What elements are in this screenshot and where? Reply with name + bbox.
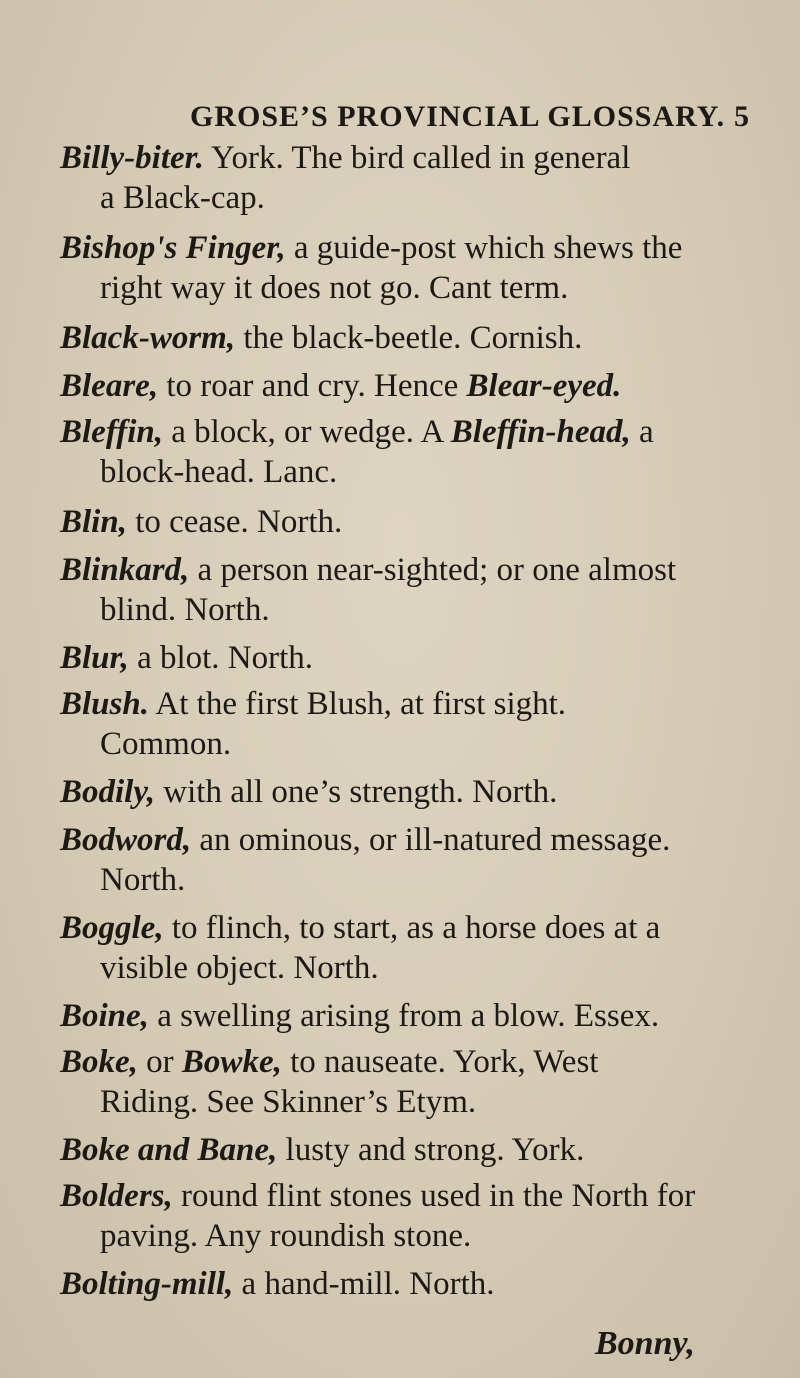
entry-line [60, 996, 659, 1036]
entry-definition: At the first Blush, at first sight. [148, 686, 567, 722]
entry-line [60, 1176, 695, 1216]
entry-term: Blin, [60, 504, 127, 540]
entry-line [60, 638, 313, 678]
entry-line [60, 412, 654, 452]
entry-definition: or [137, 1044, 182, 1080]
entry-line [60, 908, 660, 948]
entry-line [60, 138, 630, 178]
entry-definition: Riding. See Skinner’s Etym. [100, 1084, 477, 1120]
entry-definition: the black-beetle. Cornish. [235, 320, 583, 356]
entry-line [100, 268, 568, 308]
entry-line [60, 318, 582, 358]
entry-line [60, 1130, 584, 1170]
entry-definition: to roar and cry. Hence [158, 368, 467, 404]
entry-term: Bleare, [60, 368, 159, 404]
entry-term: Bolting-mill, [60, 1266, 234, 1302]
entry-term: Bleffin, [60, 414, 163, 450]
entry-definition: a guide-post which shews the [285, 230, 683, 266]
entry-definition: to nauseate. York, West [281, 1044, 599, 1080]
entry-line [100, 724, 231, 764]
entry-definition: visible object. North. [100, 950, 379, 986]
entry-term: Bolders, [60, 1178, 173, 1214]
entry-crossref: Blear-eyed. [466, 368, 622, 404]
entry-line [100, 1216, 471, 1256]
entry-definition: a blot. North. [128, 640, 314, 676]
entry-line [100, 1082, 476, 1122]
entry-term: Billy-biter. [60, 140, 204, 176]
entry-line [100, 948, 379, 988]
entry-term: Boke and Bane, [60, 1132, 278, 1168]
entry-definition: a person near-sighted; or one almost [189, 552, 677, 588]
entry-line [60, 820, 670, 860]
entry-line [60, 228, 682, 268]
entry-definition: an ominous, or ill-natured message. [191, 822, 671, 858]
entry-line [60, 550, 676, 590]
entry-crossref: Bowke, [181, 1044, 282, 1080]
entry-definition: Common. [100, 726, 232, 762]
entry-line [60, 1042, 598, 1082]
running-header [190, 100, 750, 134]
entry-line [60, 502, 342, 542]
page-number: 5 [734, 100, 750, 133]
entry-term: Boke, [60, 1044, 138, 1080]
entry-definition: York. The bird called in general [203, 140, 631, 176]
catchword: Bonny, [595, 1325, 695, 1362]
entry-line [100, 178, 265, 218]
entry-term: Blush. [60, 686, 149, 722]
entry-line [100, 590, 270, 630]
entry-definition: to flinch, to start, as a horse does at a [163, 910, 661, 946]
page-title: GROSE’S PROVINCIAL GLOSSARY. [190, 100, 726, 133]
entry-definition: a swelling arising from a blow. Essex. [148, 998, 660, 1034]
entry-line [60, 684, 566, 724]
entry-line [100, 452, 337, 492]
entry-definition: block-head. Lanc. [100, 454, 338, 490]
entry-definition: a [630, 414, 654, 450]
entry-definition: a block, or wedge. A [162, 414, 451, 450]
entry-term: Boine, [60, 998, 149, 1034]
entry-term: Blinkard, [60, 552, 190, 588]
entry-definition: right way it does not go. Cant term. [100, 270, 569, 306]
entry-definition: a Black-cap. [100, 180, 265, 216]
entry-crossref: Bleffin-head, [450, 414, 631, 450]
entry-definition: lusty and strong. York. [277, 1132, 585, 1168]
entry-line [60, 366, 621, 406]
entry-definition: blind. North. [100, 592, 270, 628]
entry-definition: a hand-mill. North. [233, 1266, 495, 1302]
entry-line [60, 772, 557, 812]
entry-definition: round flint stones used in the North for [172, 1178, 696, 1214]
entry-term: Blur, [60, 640, 129, 676]
entry-term: Boggle, [60, 910, 164, 946]
entry-definition: paving. Any roundish stone. [100, 1218, 472, 1254]
entry-line [60, 1264, 495, 1304]
entry-term: Bishop's Finger, [60, 230, 286, 266]
entry-term: Black-worm, [60, 320, 236, 356]
entry-definition: with all one’s strength. North. [155, 774, 558, 810]
entry-line [100, 860, 185, 900]
entry-definition: to cease. North. [126, 504, 343, 540]
entry-term: Bodily, [60, 774, 156, 810]
entry-definition: North. [100, 862, 186, 898]
entry-term: Bodword, [60, 822, 192, 858]
